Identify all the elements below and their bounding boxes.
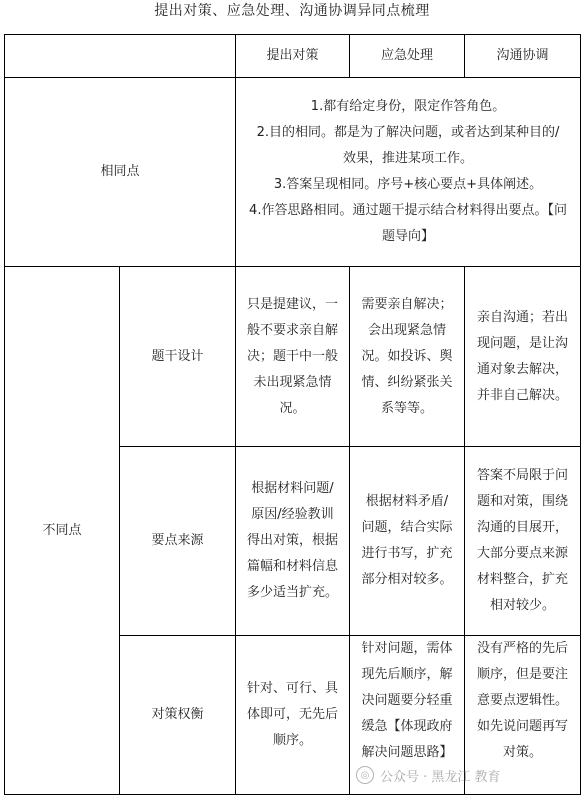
cell-text bbox=[247, 476, 338, 606]
same-line: 4.作答思路相同。通过题干提示结合材料得出要点。【问 bbox=[249, 203, 567, 218]
cell-text bbox=[477, 636, 568, 766]
row-label-cell bbox=[120, 636, 235, 794]
cell-text bbox=[477, 463, 568, 619]
table-border-right bbox=[580, 34, 581, 795]
cell-line: 意要点逻辑性。 bbox=[476, 693, 568, 708]
cell-line: 般不要求亲自解 bbox=[246, 322, 338, 338]
cell-line: 沟通的目展开， bbox=[476, 520, 568, 535]
cell-text bbox=[361, 636, 452, 766]
header-cell-communication bbox=[465, 35, 580, 77]
wechat-logo-icon: ◎ bbox=[356, 766, 374, 784]
watermark bbox=[356, 764, 580, 786]
cell-line: 没有严格的先后 bbox=[476, 641, 568, 656]
same-content-cell bbox=[236, 78, 580, 266]
same-line: 3.答案呈现相同。序号+核心要点+具体阐述。 bbox=[273, 177, 543, 192]
table-cell bbox=[236, 636, 349, 794]
cell-line: 况。 bbox=[279, 400, 306, 416]
row-label-cell bbox=[120, 447, 235, 635]
cell-line: 并非自己解决。 bbox=[476, 387, 568, 403]
cell-line: 题和对策，围绕 bbox=[476, 494, 568, 509]
same-line: 效果，推进某项工作。 bbox=[342, 151, 473, 166]
cell-text bbox=[247, 292, 338, 422]
cell-text bbox=[361, 292, 452, 422]
table-cell bbox=[350, 447, 464, 635]
cell-line: 情、纠纷紧张关 bbox=[361, 374, 453, 390]
header-label: 沟通协调 bbox=[496, 48, 549, 63]
cell-line: 针对、可行、具 bbox=[246, 681, 338, 696]
cell-line: 解决问题思路】 bbox=[361, 745, 453, 760]
same-content bbox=[249, 94, 567, 250]
cell-line: 多少适当扩充。 bbox=[246, 585, 338, 600]
diff-label: 不同点 bbox=[42, 522, 82, 538]
cell-line: 问题，结合实际 bbox=[361, 520, 453, 535]
cell-line: 现问题，是让沟 bbox=[476, 335, 568, 351]
cell-line: 决；题干中一般 bbox=[246, 348, 338, 364]
row-label: 对策权衡 bbox=[151, 707, 204, 722]
cell-text bbox=[361, 489, 452, 593]
cell-line: 需要亲自解决； bbox=[361, 296, 453, 312]
header-label: 应急处理 bbox=[380, 48, 433, 63]
cell-line: 对策。 bbox=[502, 745, 542, 760]
same-line: 2.目的相同。都是为了解决问题，或者达到某种目的/ bbox=[256, 125, 560, 140]
header-cell-emergency bbox=[350, 35, 464, 77]
cell-line: 篇幅和材料信息 bbox=[246, 559, 338, 574]
cell-line: 根据材料矛盾/ bbox=[365, 494, 449, 509]
cell-line: 部分相对较多。 bbox=[361, 572, 453, 587]
cell-line: 答案不局限于问 bbox=[476, 468, 568, 483]
cell-line: 现先后顺序，解 bbox=[361, 667, 453, 682]
table-cell bbox=[465, 267, 580, 446]
same-label: 相同点 bbox=[100, 164, 140, 179]
watermark-text: 公众号 · 黑龙江 教育 bbox=[380, 769, 501, 785]
cell-line: 得出对策，根据 bbox=[246, 533, 338, 548]
cell-line: 进行书写，扩充 bbox=[361, 546, 453, 561]
diff-label-cell bbox=[5, 267, 119, 794]
table-cell bbox=[236, 267, 349, 446]
cell-line: 未出现紧急情 bbox=[253, 374, 332, 390]
row-label: 题干设计 bbox=[151, 348, 204, 364]
cell-line: 大部分要点来源 bbox=[476, 546, 568, 561]
cell-text bbox=[247, 676, 338, 754]
cell-line: 顺序。 bbox=[272, 733, 312, 748]
same-line: 题导向】 bbox=[381, 229, 434, 244]
same-label-cell bbox=[5, 78, 235, 266]
header-cell-proposal bbox=[236, 35, 349, 77]
table-cell bbox=[236, 447, 349, 635]
row-label: 要点来源 bbox=[151, 533, 204, 548]
cell-line: 通对象去解决， bbox=[476, 361, 568, 377]
same-line: 1.都有给定身份，限定作答角色。 bbox=[310, 99, 506, 114]
table-cell bbox=[465, 447, 580, 635]
cell-line: 针对问题，需体 bbox=[361, 641, 453, 656]
cell-text bbox=[477, 305, 568, 409]
cell-line: 顺序，但是要注 bbox=[476, 667, 568, 682]
cell-line: 况。如投诉、舆 bbox=[361, 348, 453, 364]
cell-line: 根据材料问题/ bbox=[251, 481, 334, 496]
header-label: 提出对策 bbox=[266, 48, 319, 63]
cell-line: 体即可，无先后 bbox=[246, 707, 338, 722]
table-cell bbox=[350, 267, 464, 446]
table-border-bottom bbox=[4, 794, 580, 795]
cell-line: 相对较少。 bbox=[489, 598, 555, 613]
cell-line: 原因/经验教训 bbox=[251, 507, 334, 522]
cell-line: 如先说问题再写 bbox=[476, 719, 568, 734]
cell-line: 会出现紧急情 bbox=[367, 322, 446, 338]
cell-line: 材料整合，扩充 bbox=[476, 572, 568, 587]
cell-line: 只是提建议，一 bbox=[246, 296, 338, 312]
row-label-cell bbox=[120, 267, 235, 446]
cell-line: 缓急【体现政府 bbox=[361, 719, 453, 734]
cell-line: 系等等。 bbox=[380, 400, 433, 416]
document-title: 提出对策、应急处理、沟通协调异同点梳理 bbox=[154, 3, 430, 19]
cell-line: 亲自沟通；若出 bbox=[476, 309, 568, 325]
cell-line: 决问题要分轻重 bbox=[361, 693, 453, 708]
